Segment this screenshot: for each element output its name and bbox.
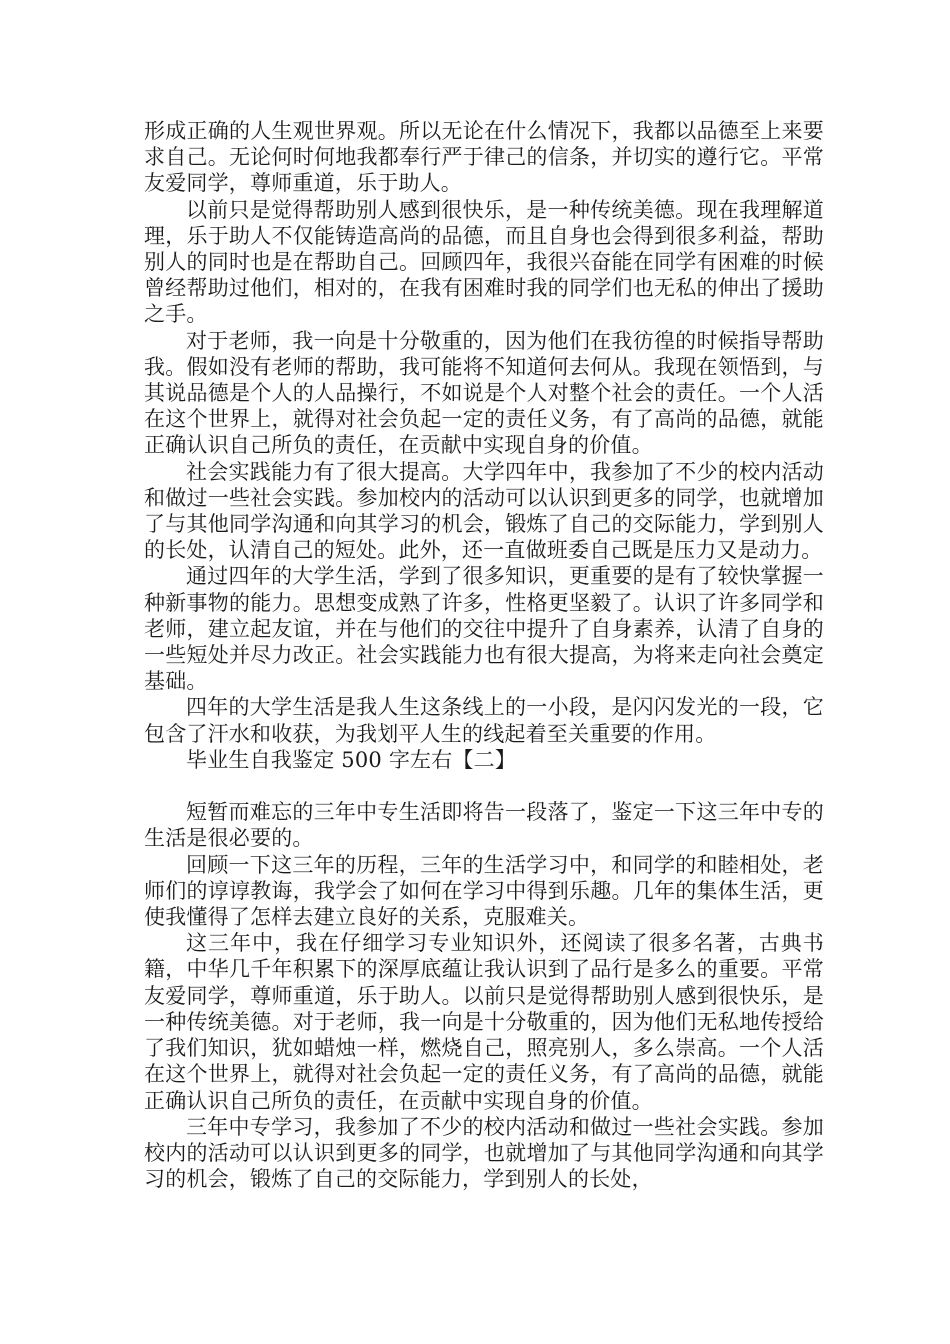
paragraph-continued: 形成正确的人生观世界观。所以无论在什么情况下，我都以品德至上来要求自己。无论何时何地我都奉行严于律己的信条，并切实的遵行它。平常友爱同学，尊师重道，乐于助人。 [144, 119, 824, 196]
paragraph: 社会实践能力有了很大提高。大学四年中，我参加了不少的校内活动和做过一些社会实践。参加校内的活动可以认识到更多的同学，也就增加了与其他同学沟通和向其学习的机会，锻炼了自己的交际能力，学到别人的长处，认清自己的短处。此外，还一直做班委自己既是压力又是动力。 [144, 459, 824, 563]
paragraph: 三年中专学习，我参加了不少的校内活动和做过一些社会实践。参加校内的活动可以认识到更多的同学，也就增加了与其他同学沟通和向其学习的机会，锻炼了自己的交际能力，学到别人的长处， [144, 1114, 824, 1192]
paragraph: 回顾一下这三年的历程，三年的生活学习中，和同学的和睦相处，老师们的谆谆教诲，我学会了如何在学习中得到乐趣。几年的集体生活，更使我懂得了怎样去建立良好的关系，克服难关。 [144, 852, 824, 930]
paragraph: 短暂而难忘的三年中专生活即将告一段落了，鉴定一下这三年中专的生活是很必要的。 [144, 800, 824, 851]
document-page [144, 118, 824, 1192]
paragraph: 四年的大学生活是我人生这条线上的一小段，是闪闪发光的一段，它包含了汗水和收获，为我划平人生的线起着至关重要的作用。 [144, 695, 824, 746]
paragraph: 以前只是觉得帮助别人感到很快乐，是一种传统美德。现在我理解道理，乐于助人不仅能铸造高尚的品德，而且自身也会得到很多利益，帮助别人的同时也是在帮助自己。回顾四年，我很兴奋能在同学有困难的时候曾经帮助过他们，相对的，在我有困难时我的同学们也无私的伸出了援助之手。 [144, 197, 824, 327]
paragraph: 对于老师，我一向是十分敬重的，因为他们在我彷徨的时候指导帮助我。假如没有老师的帮助，我可能将不知道何去何从。我现在领悟到，与其说品德是个人的人品操行，不如说是个人对整个社会的责任。一个人活在这个世界上，就得对社会负起一定的责任义务，有了高尚的品德，就能正确认识自己所负的责任，在贡献中实现自身的价值。 [144, 328, 824, 458]
section-heading: 毕业生自我鉴定 500 字左右【二】 [186, 747, 517, 772]
blank-line [144, 773, 824, 799]
paragraph: 通过四年的大学生活，学到了很多知识，更重要的是有了较快掌握一种新事物的能力。思想变成熟了许多，性格更坚毅了。认识了许多同学和老师，建立起友谊，并在与他们的交往中提升了自身素养，认清了自身的一些短处并尽力改正。社会实践能力也有很大提高，为将来走向社会奠定基础。 [144, 564, 824, 694]
paragraph: 这三年中，我在仔细学习专业知识外，还阅读了很多名著，古典书籍，中华几千年积累下的深厚底蕴让我认识到了品行是多么的重要。平常友爱同学，尊师重道，乐于助人。以前只是觉得帮助别人感到很快乐，是一种传统美德。对于老师，我一向是十分敬重的，因为他们无私地传授给了我们知识，犹如蜡烛一样，燃烧自己，照亮别人，多么崇高。一个人活在这个世界上，就得对社会负起一定的责任义务，有了高尚的品德，就能正确认识自己所负的责任，在贡献中实现自身的价值。 [144, 931, 824, 1113]
